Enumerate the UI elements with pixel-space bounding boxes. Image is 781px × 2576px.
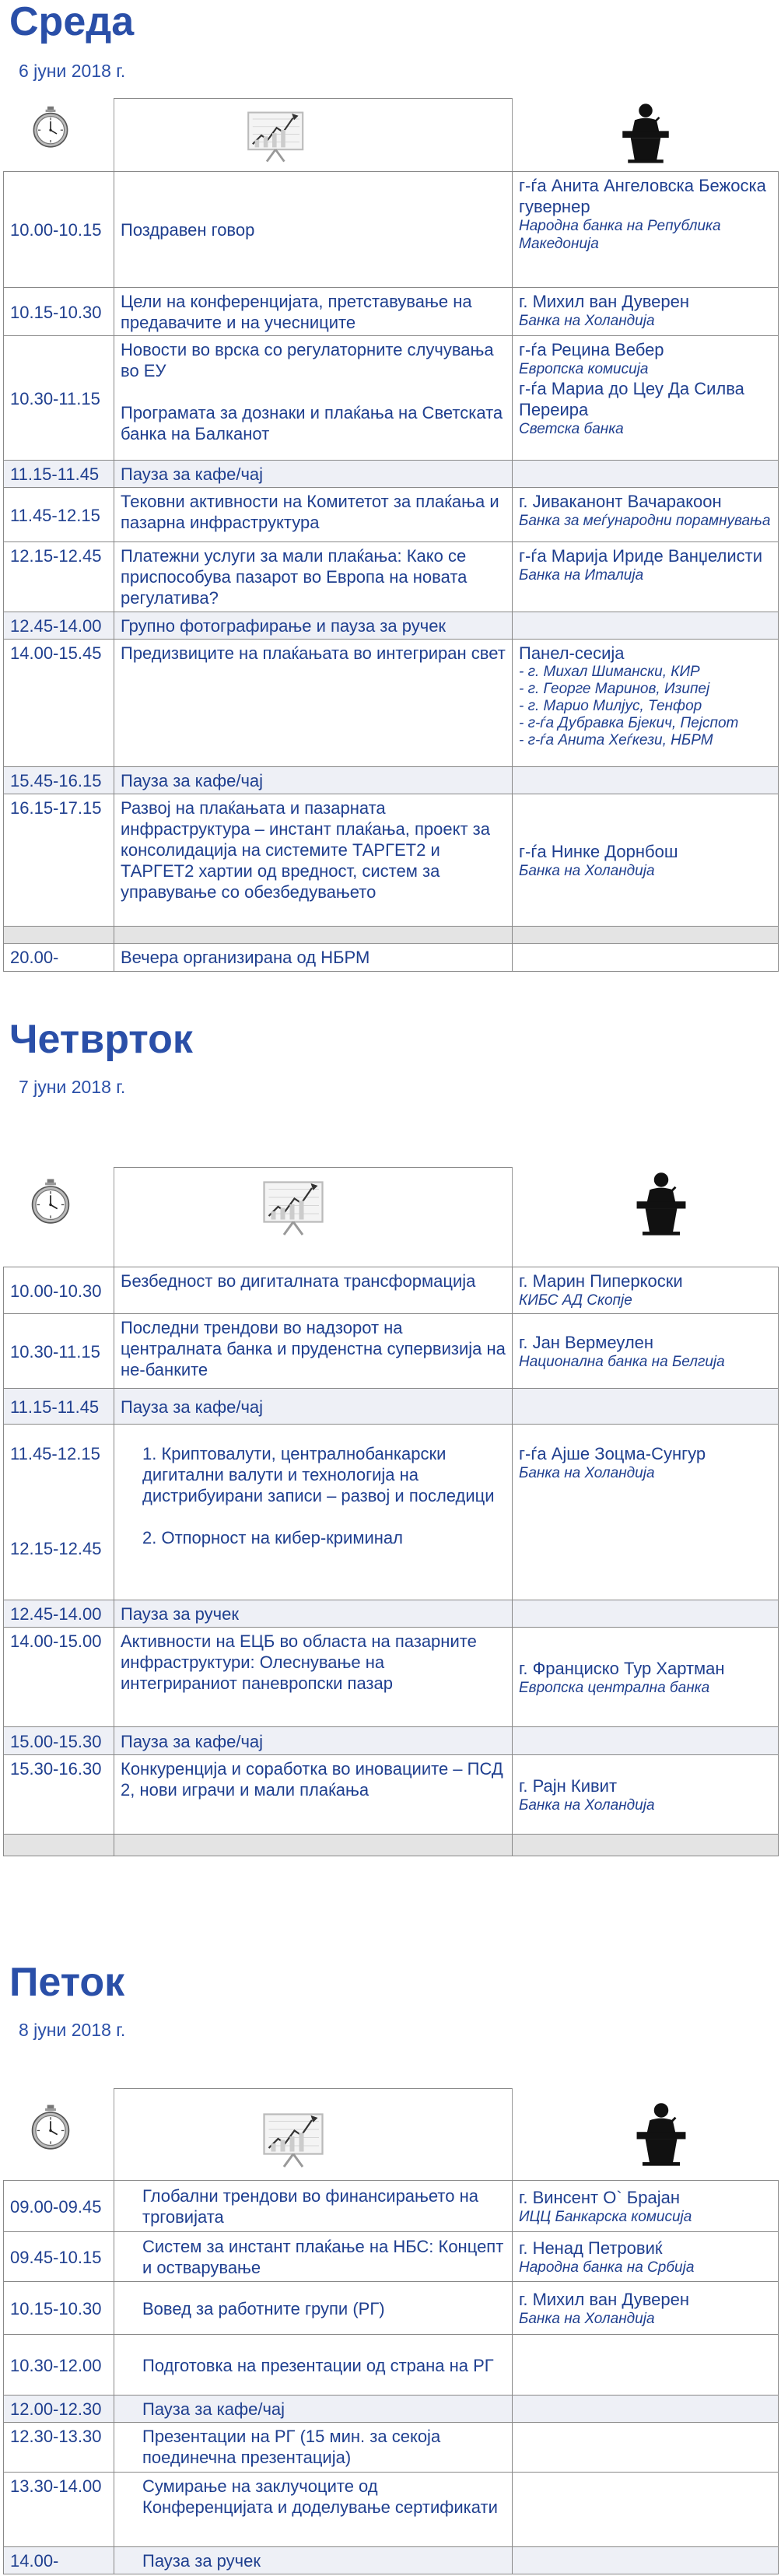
speaker-podium-icon: [618, 102, 673, 164]
topic-cell: Конкуренција и соработка во иновациите – ПСД 2, нови играчи и мали плаќања: [114, 1755, 513, 1835]
chart-easel-icon: [245, 108, 310, 163]
topic-cell: Тековни активности на Комитетот за плаќања и пазарна инфраструктура: [114, 488, 513, 542]
speaker-name: г-ѓа Марија Ириде Ванџелисти: [519, 546, 763, 566]
table-row-spacer: [4, 1835, 779, 1856]
speaker-cell: [513, 336, 779, 461]
speaker-name: г. Винсент О` Брајан: [519, 2188, 680, 2207]
schedule-table-friday: [3, 2088, 779, 2574]
speaker-cell: [513, 288, 779, 336]
day-date-thursday: 7 јуни 2018 г.: [19, 1077, 126, 1097]
speaker-name: г-ѓа Ајше Зоцма-Сунгур: [519, 1444, 706, 1463]
spacer-cell: [114, 1835, 513, 1856]
speaker-cell: [513, 2423, 779, 2473]
time-cell: 10.30-11.15: [4, 1314, 114, 1389]
time-cell: 09.00-09.45: [4, 2181, 114, 2232]
speaker-name: г. Марин Пиперкоски: [519, 1271, 683, 1291]
topic-cell: Пауза за кафе/чај: [114, 767, 513, 794]
topic-item: Новости во врска со регулаторните случувања во ЕУ: [121, 340, 494, 380]
table-row-break: [4, 612, 779, 640]
topic-cell: Глобални трендови во финансирањето на трговијата: [114, 2181, 513, 2232]
speaker-cell: [513, 1267, 779, 1314]
time-cell: 12.45-14.00: [4, 1600, 114, 1628]
day-title-friday: Петок: [9, 1960, 125, 2005]
time-cell: 10.00-10.15: [4, 172, 114, 288]
speaker-name: г. Рајн Кивит: [519, 1776, 618, 1796]
time-cell: 12.45-14.00: [4, 612, 114, 640]
table-row: [4, 2232, 779, 2282]
speaker-name: г. Јиваканонт Вачаракоон: [519, 492, 722, 511]
panelist: - г-ѓа Анита Хеѓкези, НБРМ: [519, 732, 713, 748]
speaker-org: Банка на Холандија: [519, 863, 655, 879]
speaker-cell: [513, 1600, 779, 1628]
time-cell: 10.30-12.00: [4, 2335, 114, 2396]
speaker-cell: [513, 1727, 779, 1755]
time-cell: 12.00-12.30: [4, 2396, 114, 2423]
speaker-cell: [513, 461, 779, 488]
topic-cell: Предизвиците на плаќањата во интегриран свет: [114, 640, 513, 767]
time-cell: 11.15-11.45: [4, 461, 114, 488]
spacer-cell: [4, 927, 114, 944]
stopwatch-icon: [32, 105, 69, 150]
table-row-break: [4, 2547, 779, 2574]
time-cell: 20.00-: [4, 944, 114, 972]
speaker-org: Национална банка на Белгија: [519, 1354, 725, 1370]
spacer-cell: [4, 1835, 114, 1856]
time-cell: 10.00-10.30: [4, 1267, 114, 1314]
table-row: [4, 794, 779, 927]
chart-easel-icon: [261, 1176, 331, 1238]
speaker-org: Народна банка на Србија: [519, 2259, 695, 2276]
panelist: - г. Марио Милјус, Тенфор: [519, 698, 702, 714]
spacer-cell: [114, 927, 513, 944]
speaker-cell: [513, 2181, 779, 2232]
time-column-header: [4, 1168, 114, 1267]
table-row: [4, 640, 779, 767]
speaker-org: КИБС АД Скопје: [519, 1292, 632, 1309]
topic-item: 2. Отпорност на кибер-криминал: [142, 1528, 403, 1547]
topic-cell: Пауза за кафе/чај: [114, 1727, 513, 1755]
time-cell: 16.15-17.15: [4, 794, 114, 927]
table-row: [4, 1425, 779, 1600]
table-row: [4, 336, 779, 461]
topic-cell: Подготовка на презентации од страна на РГ: [114, 2335, 513, 2396]
speaker-cell: [513, 2335, 779, 2396]
table-row: [4, 944, 779, 972]
speaker-cell: [513, 2396, 779, 2423]
time-cell: 09.45-10.15: [4, 2232, 114, 2282]
time-cell: 15.30-16.30: [4, 1755, 114, 1835]
topic-cell: Активности на ЕЦБ во областа на пазарните инфраструктури: Олеснување на интегрираниот паневропски пазар: [114, 1628, 513, 1727]
table-row: [4, 1267, 779, 1314]
table-row-break: [4, 1727, 779, 1755]
time-cell: 12.30-13.30: [4, 2423, 114, 2473]
table-row: [4, 2423, 779, 2473]
topic-cell: Пауза за кафе/чај: [114, 461, 513, 488]
speaker-org: Банка на Холандија: [519, 2311, 655, 2327]
topic-cell: Вечера организирана од НБРМ: [114, 944, 513, 972]
table-row: [4, 542, 779, 612]
time-cell: 15.00-15.30: [4, 1727, 114, 1755]
speaker-org: Банка за меѓународни порамнувања: [519, 513, 771, 529]
speaker-org: Банка на Холандија: [519, 313, 655, 329]
speaker-cell: [513, 1389, 779, 1425]
speaker-name: г-ѓа Анита Ангеловска Бежоска: [519, 176, 766, 195]
table-row-break: [4, 1600, 779, 1628]
speaker-cell: [513, 794, 779, 927]
speaker-org: ИЦЦ Банкарска комисија: [519, 2209, 692, 2225]
table-row-break: [4, 461, 779, 488]
speaker-name: г-ѓа Рецина Вебер: [519, 340, 664, 359]
topic-cell: [114, 336, 513, 461]
table-row: [4, 172, 779, 288]
speaker-name: г. Франциско Тур Хартман: [519, 1659, 725, 1678]
speaker-name: г. Ненад Петровиќ: [519, 2238, 663, 2258]
speaker-org: Банка на Холандија: [519, 1797, 655, 1814]
speaker-cell: [513, 944, 779, 972]
topic-cell: Вовед за работните групи (РГ): [114, 2282, 513, 2335]
speaker-podium-icon: [632, 1171, 690, 1236]
speaker-cell: [513, 2473, 779, 2547]
table-row-break: [4, 2396, 779, 2423]
topic-item: Програмата за дознаки и плаќања на Светската банка на Балканот: [121, 403, 503, 443]
table-row: [4, 1314, 779, 1389]
time-cell: 15.45-16.15: [4, 767, 114, 794]
topic-item: 1. Криптовалути, централнобанкарски дигитални валути и технологија на дистрибуирани записи – развој и последици: [142, 1444, 495, 1505]
topic-cell: Пауза за кафе/чај: [114, 1389, 513, 1425]
speaker-cell: [513, 1628, 779, 1727]
speaker-name: г-ѓа Нинке Дорнбош: [519, 842, 678, 861]
topic-cell: Пауза за ручек: [114, 2547, 513, 2574]
speaker-cell: [513, 172, 779, 288]
speaker-name: г. Јан Вермеулен: [519, 1333, 654, 1352]
time-column-header: [4, 2089, 114, 2181]
topic-cell: Последни трендови во надзорот на централната банка и пруденстна супервизија на не-банките: [114, 1314, 513, 1389]
table-row: [4, 1755, 779, 1835]
time-cell: 11.45-12.15: [4, 488, 114, 542]
speaker-cell: [513, 2547, 779, 2574]
speaker-cell: [513, 612, 779, 640]
stopwatch-icon: [30, 1177, 71, 1227]
time-cell: 10.30-11.15: [4, 336, 114, 461]
topic-cell: Поздравен говор: [114, 172, 513, 288]
time-cell: 11.15-11.45: [4, 1389, 114, 1425]
table-row-spacer: [4, 927, 779, 944]
speaker-cell: [513, 1425, 779, 1600]
stopwatch-icon: [30, 2103, 71, 2153]
speaker-name: г-ѓа Мариа до Цеу Да Силва Переира: [519, 379, 744, 419]
speaker-column-header: [513, 99, 779, 172]
table-row: [4, 2181, 779, 2232]
speaker-org: Банка на Италија: [519, 567, 644, 584]
topic-cell: Пауза за кафе/чај: [114, 2396, 513, 2423]
table-row-break: [4, 767, 779, 794]
topic-column-header: [114, 1168, 513, 1267]
table-row: [4, 2282, 779, 2335]
speaker-org: Европска комисија: [519, 361, 649, 377]
day-date-wednesday: 6 јуни 2018 г.: [19, 61, 126, 81]
topic-cell: [114, 1425, 513, 1600]
spacer-cell: [513, 927, 779, 944]
speaker-podium-icon: [632, 2101, 690, 2167]
speaker-org: Народна банка на Република Македонија: [519, 218, 721, 252]
topic-cell: Платежни услуги за мали плаќања: Како се приспособува пазарот во Европа на новата регулатива?: [114, 542, 513, 612]
schedule-table-wednesday: [3, 98, 779, 972]
topic-cell: Развој на плаќањата и пазарната инфраструктура – инстант плаќања, проект за консолидација на системите ТАРГЕТ2 и ТАРГЕТ2 хартии од вредност, систем за управување со обезбедувањето: [114, 794, 513, 927]
day-title-thursday: Четврток: [9, 1017, 193, 1062]
speaker-cell: [513, 1755, 779, 1835]
speaker-column-header: [513, 1168, 779, 1267]
speaker-role: гувернер: [519, 197, 590, 216]
speaker-cell: [513, 2282, 779, 2335]
schedule-table-thursday: [3, 1167, 779, 1856]
spacer-cell: [513, 1835, 779, 1856]
speaker-cell: [513, 640, 779, 767]
speaker-column-header: [513, 2089, 779, 2181]
time-cell: 14.00-15.00: [4, 1628, 114, 1727]
topic-cell: Сумирање на заклучоците од Конференцијата и доделување сертификати: [114, 2473, 513, 2547]
speaker-name: г. Михил ван Дуверен: [519, 2290, 690, 2309]
topic-column-header: [114, 2089, 513, 2181]
time-cell: [4, 1425, 114, 1600]
time-cell: 14.00-15.45: [4, 640, 114, 767]
topic-cell: Систем за инстант плаќање на НБС: Концепт и остварување: [114, 2232, 513, 2282]
time-column-header: [4, 99, 114, 172]
table-row-break: [4, 1389, 779, 1425]
table-row: [4, 1628, 779, 1727]
time-label: 11.45-12.15: [10, 1444, 100, 1463]
panelist: - г. Георге Маринов, Изипеј: [519, 681, 710, 697]
table-row: [4, 2473, 779, 2547]
time-cell: 13.30-14.00: [4, 2473, 114, 2547]
table-row: [4, 2335, 779, 2396]
time-cell: 12.15-12.45: [4, 542, 114, 612]
speaker-cell: [513, 488, 779, 542]
panelist: - г. Михал Шимански, КИР: [519, 664, 700, 680]
time-cell: 14.00-: [4, 2547, 114, 2574]
topic-cell: Цели на конференцијата, претставување на предавачите и на учесниците: [114, 288, 513, 336]
speaker-cell: [513, 767, 779, 794]
speaker-cell: [513, 1314, 779, 1389]
time-cell: 10.15-10.30: [4, 2282, 114, 2335]
speaker-org: Банка на Холандија: [519, 1465, 655, 1481]
topic-cell: Групно фотографирање и пауза за ручек: [114, 612, 513, 640]
speaker-cell: [513, 2232, 779, 2282]
chart-easel-icon: [261, 2108, 331, 2170]
topic-column-header: [114, 99, 513, 172]
day-date-friday: 8 јуни 2018 г.: [19, 2020, 126, 2040]
topic-cell: Безбедност во дигиталната трансформација: [114, 1267, 513, 1314]
speaker-org: Европска централна банка: [519, 1680, 710, 1696]
day-title-wednesday: Среда: [9, 0, 135, 44]
table-row: [4, 488, 779, 542]
table-row: [4, 288, 779, 336]
topic-cell: Пауза за ручек: [114, 1600, 513, 1628]
speaker-name: г. Михил ван Дуверен: [519, 292, 690, 311]
panelist: - г-ѓа Дубравка Бјекич, Пејспот: [519, 715, 739, 731]
speaker-org: Светска банка: [519, 421, 624, 437]
topic-cell: Презентации на РГ (15 мин. за секоја поединечна презентација): [114, 2423, 513, 2473]
time-label: 12.15-12.45: [10, 1539, 102, 1558]
panel-title: Панел-сесија: [519, 643, 625, 663]
speaker-cell: [513, 542, 779, 612]
time-cell: 10.15-10.30: [4, 288, 114, 336]
